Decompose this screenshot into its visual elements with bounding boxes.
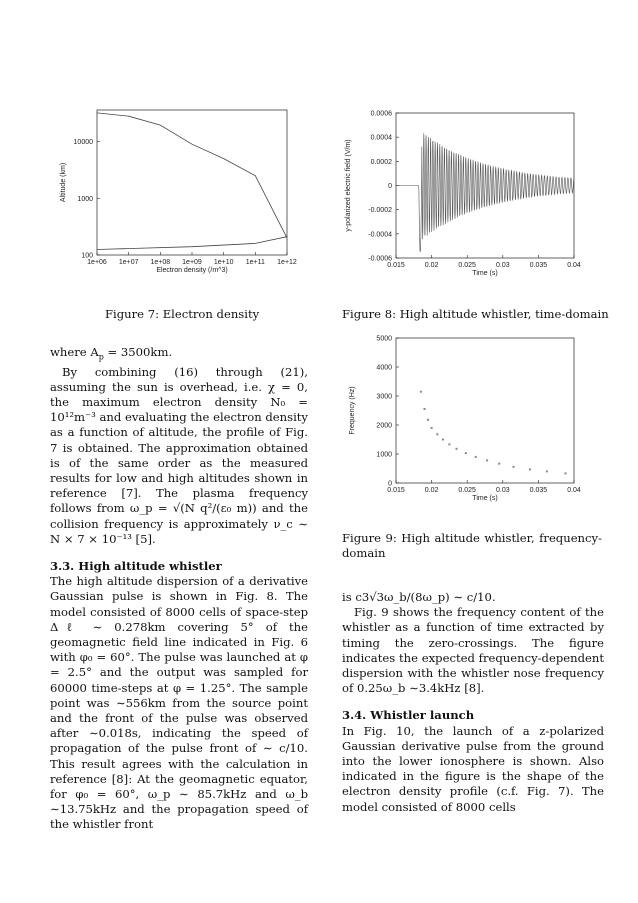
data-point (427, 419, 429, 421)
y-tick-label: 0 (388, 183, 392, 190)
x-tick-label: 0.015 (387, 262, 405, 269)
data-point (442, 439, 444, 441)
data-point (529, 468, 531, 470)
data-point (565, 472, 567, 474)
plot-frame (396, 338, 574, 483)
y-tick-label: -0.0006 (368, 255, 392, 263)
x-tick-label: 0.025 (458, 487, 476, 494)
electron-density-chart (55, 105, 305, 285)
figure-9 (338, 333, 588, 508)
whistler-time-domain-chart (338, 108, 588, 288)
right-paragraph-1: is c3√3ω_b/(8ω_p) ∼ c/10. (342, 590, 496, 604)
y-tick-label: 0.0002 (370, 158, 392, 166)
x-tick-label: 0.03 (495, 487, 510, 494)
right-column (342, 590, 604, 815)
data-point (465, 452, 467, 454)
x-tick-label: 1e+11 (245, 259, 265, 266)
data-point (475, 456, 477, 458)
y-tick-label: 10000 (73, 139, 93, 147)
right-paragraph-3: In Fig. 10, the launch of a z-polarized Gaussian derivative pulse from the ground into the lower ionosphere is shown. Also indicated in the figure is the shape of the electron density profile (c.f. Fig. 7). The model consisted of 8000 cells (342, 723, 604, 814)
y-tick-label: 1000 (376, 451, 392, 459)
figure-9-caption (342, 531, 602, 561)
figure-8-caption: Figure 8: High altitude whistler, time-domain (342, 307, 609, 321)
data-point (456, 448, 458, 450)
x-tick-label: 1e+08 (150, 259, 171, 266)
y-axis-label: Altitude (km) (60, 162, 67, 203)
y-tick-label: 5000 (376, 335, 392, 343)
y-tick-label: 1000 (77, 195, 93, 203)
section-heading-3-4: 3.4. Whistler launch (342, 708, 475, 723)
x-tick-label: 1e+06 (87, 259, 107, 266)
density-curve-lower (97, 237, 287, 250)
y-tick-label: -0.0002 (368, 207, 392, 215)
x-tick-label: 1e+10 (213, 259, 234, 266)
data-point (546, 470, 548, 472)
figure-9-caption-text: Figure 9: High altitude whistler, frequency-domain (342, 531, 602, 560)
x-tick-label: 1e+12 (277, 259, 297, 266)
waveform-line (396, 133, 574, 252)
y-tick-label: 0.0004 (370, 134, 392, 142)
y-tick-label: 2000 (376, 422, 392, 430)
x-tick-label: 0.025 (458, 262, 476, 269)
data-point (486, 459, 488, 461)
data-point (420, 391, 422, 393)
x-tick-label: 0.02 (424, 262, 439, 269)
data-point (448, 443, 450, 445)
section-heading-3-3: 3.3. High altitude whistler (50, 558, 222, 573)
left-column (50, 345, 308, 833)
density-curve-upper (97, 113, 287, 238)
figure-8 (338, 108, 588, 288)
y-tick-label: -0.0004 (368, 231, 392, 239)
left-paragraph-2: By combining (16) through (21), assuming the sun is overhead, i.e. χ = 0, the maximum electron density N₀ = 10¹²m⁻³ and evaluating the electron density as a function of altitude, the profile of Fig. 7 is obtained. The approximation obtained is of the same order as the measured results for low and high altitudes shown in reference [7]. The plasma frequency follows from ω_p = √(N q²/(ε₀ m)) and the collision frequency is approximately ν_c ∼ N × 7 × 10⁻¹³ [5]. (50, 364, 308, 546)
data-point (513, 466, 515, 468)
x-tick-label: 0.04 (567, 487, 581, 494)
y-tick-label: 3000 (376, 393, 392, 401)
data-point (424, 408, 426, 410)
y-tick-label: 100 (81, 252, 93, 260)
whistler-frequency-chart (338, 333, 588, 508)
y-tick-label: 4000 (376, 364, 392, 372)
x-tick-label: 0.02 (424, 487, 439, 494)
x-tick-label: 0.04 (567, 262, 581, 269)
y-tick-label: 0.0006 (370, 110, 392, 118)
data-point (436, 433, 438, 435)
x-tick-label: 1e+09 (182, 259, 202, 266)
x-tick-label: 0.03 (495, 262, 510, 269)
where-line: where $A_p = 3500km$. (50, 345, 173, 362)
x-tick-label: 0.035 (529, 262, 548, 269)
x-tick-label: 1e+07 (118, 259, 139, 266)
left-paragraph-3: The high altitude dispersion of a derivative Gaussian pulse is shown in Fig. 8. The model consisted of 8000 cells of space-step Δℓ ∼ 0.278km covering 5° of the geomagnetic field line indicated in Fig. 6 with φ₀ = 60°. The pulse was launched at φ = 2.5° and the output was sampled for 60000 time-steps at φ = 1.25°. The sample point was ∼556km from the source point and the front of the pulse was observed after ∼0.018s, indicating the speed of propagation of the pulse front of ∼ c/10. This result agrees with the calculation in reference [8]: At the geomagnetic equator, for φ₀ = 60°, ω_p ∼ 85.7kHz and ω_b ∼13.75kHz and the propagation speed of the whistler front (50, 574, 308, 832)
data-point (431, 427, 433, 429)
x-tick-label: 0.015 (387, 487, 405, 494)
x-tick-label: 0.035 (529, 487, 548, 494)
x-axis-label: Time (s) (472, 270, 498, 277)
y-axis-label: Frequency (Hz) (349, 386, 356, 435)
x-axis-label: Electron density (/m^3) (156, 267, 228, 274)
y-axis-label: y-polarized electric field (V/m) (345, 139, 352, 232)
figure-7-caption: Figure 7: Electron density (105, 307, 260, 321)
data-point (498, 463, 500, 465)
y-tick-label: 0 (388, 480, 392, 488)
figure-7 (55, 105, 305, 285)
right-paragraph-2: Fig. 9 shows the frequency content of the whistler as a function of time extracted by timing the zero-crossings. The figure indicates the expected frequency-dependent dispersion with the whistler nose frequency of 0.25ω_b ∼3.4kHz [8]. (342, 605, 604, 696)
x-axis-label: Time (s) (472, 495, 498, 502)
